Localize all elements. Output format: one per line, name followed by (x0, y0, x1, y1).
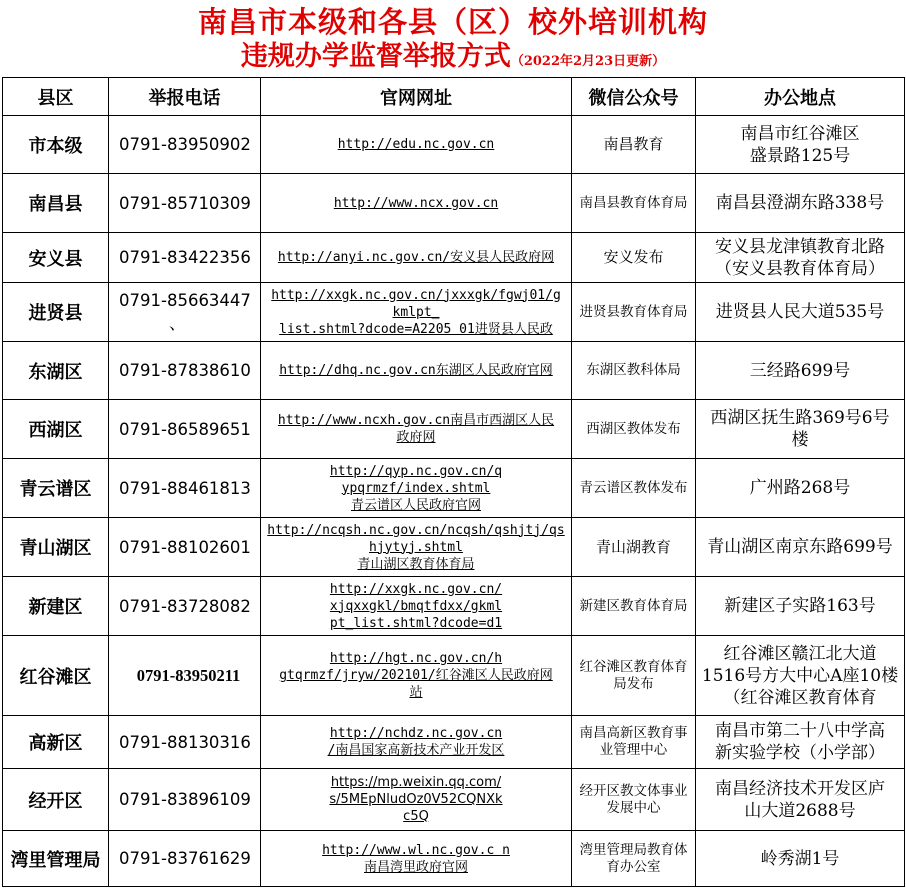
county-cell: 高新区 (3, 716, 109, 769)
header-county: 县区 (3, 78, 109, 116)
office-line: 南昌市第二十八中学高 (715, 721, 885, 741)
phone-number: 0791-83422356 (119, 248, 251, 267)
phone-cell (109, 116, 261, 174)
county-cell: 红谷滩区 (3, 636, 109, 716)
website-link[interactable]: http://qyp.nc.gov.cn/q (329, 463, 503, 479)
phone-number: 0791-88461813 (119, 478, 251, 498)
wechat-cell: 南昌教育 (572, 116, 696, 174)
phone-cell (109, 831, 261, 887)
wechat-cell: 青山湖教育 (572, 518, 696, 577)
phone-number: 0791-83761629 (119, 849, 251, 868)
wechat-cell: 红谷滩区教育体育局发布 (572, 636, 696, 716)
title-main: 违规办学监督举报方式 (240, 41, 511, 72)
county-cell: 进贤县 (3, 283, 109, 342)
website-link[interactable]: 政府网 (396, 430, 436, 445)
website-link[interactable]: http://www.ncxh.gov.cn南昌市西湖区人民 (277, 413, 555, 428)
office-cell (696, 518, 905, 577)
county-cell: 经开区 (3, 769, 109, 831)
office-line: 楼 (791, 430, 809, 450)
wechat-cell: 安义发布 (572, 233, 696, 283)
county-cell: 青山湖区 (3, 518, 109, 577)
table-row (3, 831, 905, 887)
table-row (3, 769, 905, 831)
document-title (0, 0, 906, 76)
phone-cell (109, 518, 261, 577)
phone-number: 0791-87838610 (119, 361, 251, 380)
office-line: （安义县教育体育局） (715, 258, 885, 279)
header-wechat: 微信公众号 (572, 78, 696, 116)
phone-cell (109, 459, 261, 518)
phone-cell (109, 400, 261, 459)
website-cell[interactable] (261, 636, 572, 716)
website-link[interactable]: 南昌湾里政府官网 (363, 859, 468, 875)
website-cell[interactable] (261, 342, 572, 400)
phone-number: 0791-85710309 (119, 193, 251, 213)
website-cell[interactable] (261, 400, 572, 459)
office-line: 新实验学校（小学部） (715, 743, 885, 763)
phone-cell (109, 283, 261, 342)
wechat-cell: 东湖区教科体局 (572, 342, 696, 400)
website-link[interactable]: gtqrmzf/jryw/202101/红谷滩区人民政府网 (279, 668, 553, 683)
phone-cell (109, 716, 261, 769)
website-link[interactable]: http://hgt.nc.gov.cn/h (329, 651, 503, 666)
website-link[interactable]: ypqrmzf/index.shtml (341, 480, 491, 496)
website-link[interactable]: pt_list.shtml?dcode=d1 (329, 615, 503, 631)
wechat-cell: 进贤县教育体育局 (572, 283, 696, 342)
table-row (3, 577, 905, 636)
office-cell (696, 233, 905, 283)
website-link[interactable]: http://dhq.nc.gov.cn东湖区人民政府官网 (279, 363, 553, 378)
office-line: 盛景路125号 (749, 145, 851, 166)
office-cell (696, 400, 905, 459)
office-cell (696, 174, 905, 233)
website-link[interactable]: s/5MEpNludOz0V52CQNXk (329, 792, 503, 807)
website-link[interactable]: 站 (409, 685, 423, 700)
wechat-cell: 新建区教育体育局 (572, 577, 696, 636)
office-cell (696, 577, 905, 636)
website-link[interactable]: /南昌国家高新技术产业开发区 (327, 743, 505, 758)
county-cell: 南昌县 (3, 174, 109, 233)
table-row (3, 342, 905, 400)
office-cell (696, 636, 905, 716)
office-line: 1516号方大中心A座10楼 (701, 665, 899, 686)
office-line: （红谷滩区教育体育 (723, 687, 877, 708)
table-row (3, 636, 905, 716)
office-line: 青山湖区南京东路699号 (707, 537, 893, 557)
wechat-cell: 南昌县教育体育局 (572, 174, 696, 233)
website-link[interactable]: xjqxxgkl/bmqtfdxx/gkml (329, 598, 503, 614)
table-row (3, 116, 905, 174)
phone-number: 0791-83950902 (119, 135, 251, 154)
title-line-2 (0, 40, 906, 79)
table-row (3, 233, 905, 283)
wechat-cell: 西湖区教体发布 (572, 400, 696, 459)
office-line: 山大道2688号 (744, 800, 856, 821)
website-link[interactable]: http://xxgk.nc.gov.cn/jxxxgk/fgwj01/g (271, 287, 561, 303)
office-cell (696, 116, 905, 174)
header-row (3, 78, 905, 116)
website-link[interactable]: http://www.ncx.gov.cn (333, 195, 499, 211)
website-link[interactable]: 青云谱区人民政府官网 (350, 497, 481, 513)
website-link[interactable]: https://mp.weixin.qq.com/ (330, 775, 502, 790)
website-cell[interactable] (261, 716, 572, 769)
website-link[interactable]: http://www.wl.nc.gov.c n (322, 842, 510, 858)
office-line: 三经路699号 (749, 360, 851, 381)
office-line: 广州路268号 (749, 478, 851, 498)
title-line-1: 南昌市本级和各县（区）校外培训机构 (197, 5, 708, 39)
office-line: 安义县龙津镇教育北路 (715, 236, 885, 257)
table-row (3, 400, 905, 459)
wechat-cell: 湾里管理局教育体育办公室 (572, 831, 696, 887)
website-link[interactable]: http://nchdz.nc.gov.cn (329, 726, 503, 741)
office-line: 新建区子实路163号 (724, 596, 876, 616)
website-link[interactable]: kmlpt_ (392, 304, 440, 320)
county-cell: 新建区 (3, 577, 109, 636)
website-cell[interactable] (261, 577, 572, 636)
website-link[interactable]: http://xxgk.nc.gov.cn/ (329, 581, 503, 597)
office-line: 南昌经济技术开发区庐 (715, 778, 885, 799)
county-cell: 西湖区 (3, 400, 109, 459)
website-cell[interactable] (261, 233, 572, 283)
phone-number: 0791-85663447 (119, 290, 251, 310)
office-cell (696, 459, 905, 518)
office-line: 西湖区抚生路369号6号 (710, 408, 890, 428)
header-website: 官网网址 (261, 78, 572, 116)
county-cell: 市本级 (3, 116, 109, 174)
update-date: （2022年2月23日更新） (510, 54, 666, 69)
website-cell[interactable] (261, 116, 572, 174)
wechat-cell: 南昌高新区教育事业管理中心 (572, 716, 696, 769)
website-cell[interactable] (261, 769, 572, 831)
office-line: 岭秀湖1号 (760, 848, 840, 869)
website-link[interactable]: http://edu.nc.gov.cn (337, 137, 495, 152)
website-link[interactable]: c5Q (403, 809, 429, 824)
table-row (3, 283, 905, 342)
office-cell (696, 342, 905, 400)
header-phone: 举报电话 (109, 78, 261, 116)
office-cell (696, 716, 905, 769)
office-line: 南昌市红谷滩区 (740, 123, 860, 144)
phone-number: 0791-83896109 (119, 790, 251, 809)
wechat-cell: 青云谱区教体发布 (572, 459, 696, 518)
website-cell[interactable] (261, 831, 572, 887)
phone-number: 0791-83728082 (119, 596, 251, 616)
header-office: 办公地点 (696, 78, 905, 116)
county-cell: 青云谱区 (3, 459, 109, 518)
phone-number: 0791-88102601 (119, 537, 251, 557)
office-line: 南昌县澄湖东路338号 (715, 193, 885, 213)
website-cell[interactable] (261, 459, 572, 518)
phone-extra: 、 (169, 313, 186, 333)
phone-cell (109, 769, 261, 831)
county-cell: 东湖区 (3, 342, 109, 400)
phone-cell (109, 577, 261, 636)
website-link[interactable]: http://anyi.nc.gov.cn/安义县人民政府网 (277, 250, 555, 265)
office-line: 进贤县人民大道535号 (715, 302, 885, 322)
table-row (3, 518, 905, 577)
county-cell: 安义县 (3, 233, 109, 283)
office-cell (696, 283, 905, 342)
table-row (3, 716, 905, 769)
website-cell[interactable] (261, 518, 572, 577)
website-link[interactable]: list.shtml?dcode=A2205 01进贤县人民政 (279, 321, 553, 337)
office-cell (696, 831, 905, 887)
county-cell: 湾里管理局 (3, 831, 109, 887)
website-link[interactable]: hjytyj.shtml (369, 539, 463, 555)
phone-cell (109, 342, 261, 400)
website-cell[interactable] (261, 174, 572, 233)
phone-number: 0791-88130316 (119, 732, 251, 752)
wechat-cell: 经开区教文体事业发展中心 (572, 769, 696, 831)
phone-cell (109, 233, 261, 283)
website-link[interactable]: http://ncqsh.nc.gov.cn/ncqsh/qshjtj/qs (267, 522, 565, 538)
phone-cell (109, 174, 261, 233)
office-cell (696, 769, 905, 831)
website-link[interactable]: 青山湖区教育体育局 (357, 556, 475, 572)
website-cell[interactable] (261, 283, 572, 342)
phone-number: 0791-83950211 (136, 665, 241, 685)
phone-number: 0791-86589651 (119, 419, 251, 439)
table-row (3, 174, 905, 233)
report-table (2, 77, 905, 887)
table-row (3, 459, 905, 518)
office-line: 红谷滩区赣江北大道 (723, 643, 877, 664)
phone-cell (109, 636, 261, 716)
